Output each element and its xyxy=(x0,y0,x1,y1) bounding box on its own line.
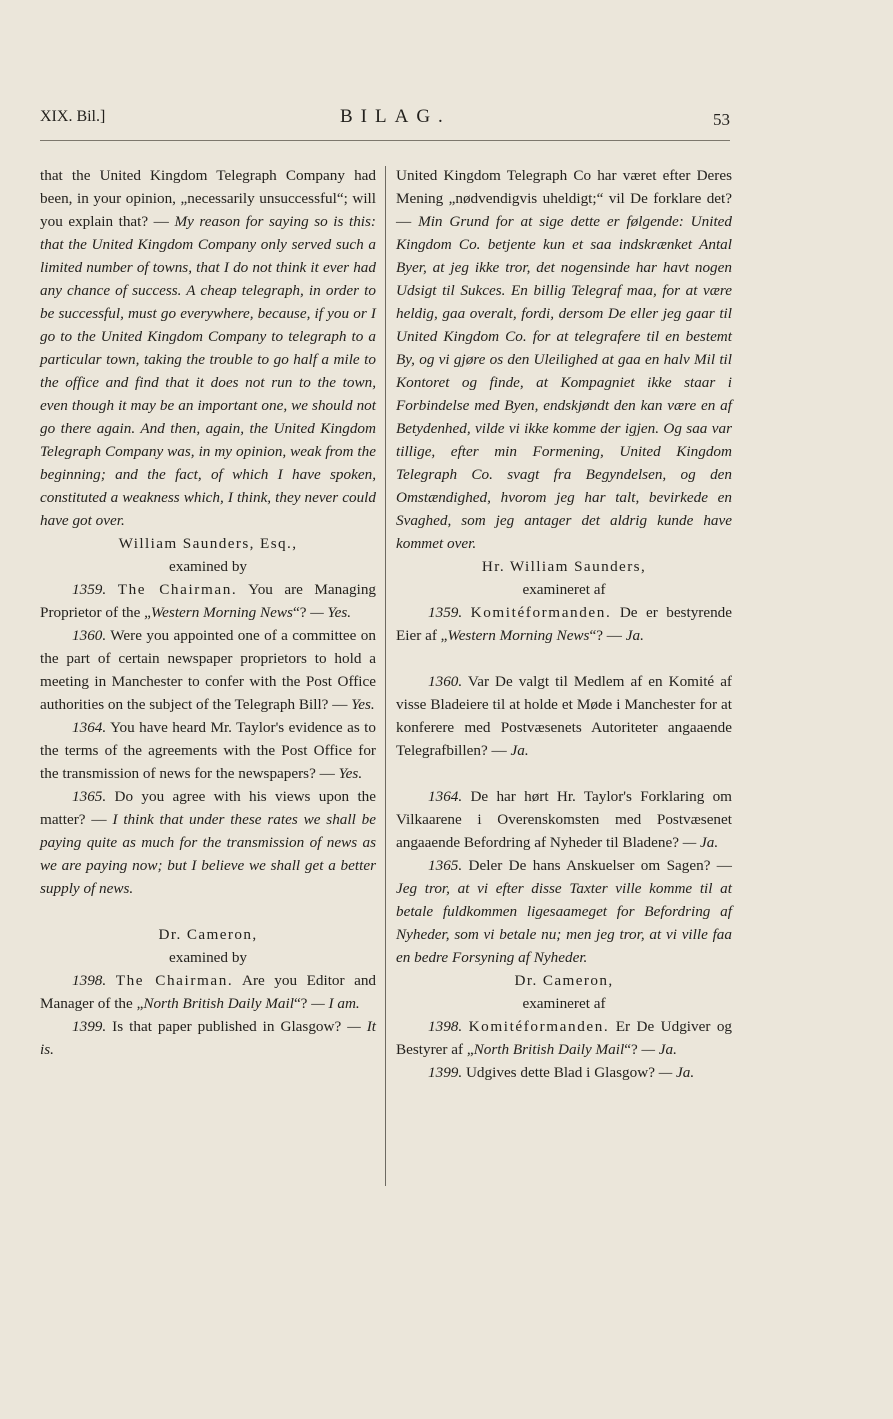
question-1398: 1398. Komitéformanden. Er De Udgiver og Bestyrer af „North British Daily Mail“? — Ja. xyxy=(396,1018,733,1058)
question-1399: 1399. Is that paper published in Glasgow? — It is. xyxy=(40,1018,377,1058)
question-1359: 1359. Komitéformanden. De er bestyrende Eier af „Western Morning News“? — Ja. xyxy=(396,604,733,644)
column-divider xyxy=(385,166,386,1186)
witness-heading: Dr. Cameron, examined by xyxy=(158,926,258,966)
running-title: BILAG. xyxy=(340,106,451,127)
question-1364: 1364. You have heard Mr. Taylor's evidence as to the terms of the agreements with the Post Office for the transmission of news for the newspapers? — Yes. xyxy=(40,719,376,782)
page-number: 53 xyxy=(713,110,730,129)
question-1399: 1399. Udgives dette Blad i Glasgow? — Ja. xyxy=(428,1064,695,1081)
witness-heading: William Saunders, Esq., examined by xyxy=(118,535,298,575)
header-rule xyxy=(40,140,730,141)
page-header xyxy=(40,106,730,136)
english-column xyxy=(40,164,376,1061)
witness-heading: Dr. Cameron, examineret af xyxy=(514,972,614,1012)
question-1360: 1360. Var De valgt til Medlem af en Komité af visse Bladeiere til at holde et Møde i Manchester for at konferere med Postvæsenets Autoriteter angaaende Telegrafbillen? — Ja. xyxy=(396,673,732,759)
witness-heading: Hr. William Saunders, examineret af xyxy=(481,558,647,598)
question-1365: 1365. Do you agree with his views upon the matter? — I think that under these rates we shall be paying quite as much for the transmission of news as we are paying now; but I believe we shall get a better supply of news. xyxy=(40,788,377,897)
section-label: XIX. Bil.] xyxy=(40,108,106,125)
question-1365: 1365. Deler De hans Anskuelser om Sagen? — Jeg tror, at vi efter disse Taxter ville komme til at betale fuldkommen ligesaameget for Befordring af Nyheder, som vi betale nu; men jeg tror, at vi ville faa en bedre Forsyning af Nyheder. xyxy=(396,857,732,966)
question-1398: 1398. The Chairman. Are you Editor and Manager of the „North British Daily Mail“? — I am. xyxy=(40,972,377,1012)
danish-column xyxy=(396,164,732,1084)
question-1359: 1359. The Chairman. You are Managing Proprietor of the „Western Morning News“? — Yes. xyxy=(40,581,377,621)
question-1364: 1364. De har hørt Hr. Taylor's Forklaring om Vilkaarene i Overenskomsten med Postvæsenet angaaende Befordring af Nyheder til Bladene? — Ja. xyxy=(396,788,732,851)
continuation-paragraph: United Kingdom Telegraph Co har været efter Deres Mening „nødvendigvis uheldigt;“ vil De forklare det? — Min Grund for at sige dette er følgende: United Kingdom Co. betjente kun et saa indskrænket Antal Byer, at jeg ikke tror, det nogensinde har havt nogen Udsigt til Sukces. En billig Telegraf maa, for at være heldig, gaa overalt, fordi, dersom De eller jeg gaar til United Kingdom Co. for at telegrafere til en bestemt By, og vi gjøre os den Uleilighed at gaa en halv Mil til Kontoret og finde, at Kompagniet ikke staar i Forbindelse med Byen, endskjøndt den kan være en af Betydenhed, vilde vi ikke komme der igjen. Og saa var tillige, efter min Formening, United Kingdom Telegraph Co. svagt fra Begyndelsen, og den Omstændighed, hvorom jeg har talt, bevirkede en Svaghed, som jeg antager det aldrig kunde have kommet over. xyxy=(396,167,733,552)
question-1360: 1360. Were you appointed one of a committee on the part of certain newspaper proprietors to hold a meeting in Manchester to confer with the Post Office authorities on the subject of the Telegraph Bill? — Yes. xyxy=(40,627,376,713)
continuation-paragraph: that the United Kingdom Telegraph Company had been, in your opinion, „necessarily unsuccessful“; will you explain that? — My reason for saying so is this: that the United Kingdom Company only served such a limited number of towns, that I do not think it ever had any chance of success. A cheap telegraph, in order to be successful, must go everywhere, because, if you or I go to the United Kingdom Company to telegraph to a particular town, taking the trouble to go half a mile to the office and find that it does not run to the town, even though it may be an important one, we should not go there again. And then, again, the United Kingdom Telegraph Company was, in my opinion, weak from the beginning; and the fact, of which I have spoken, constituted a weakness which, I think, they never could have got over. xyxy=(40,167,376,529)
